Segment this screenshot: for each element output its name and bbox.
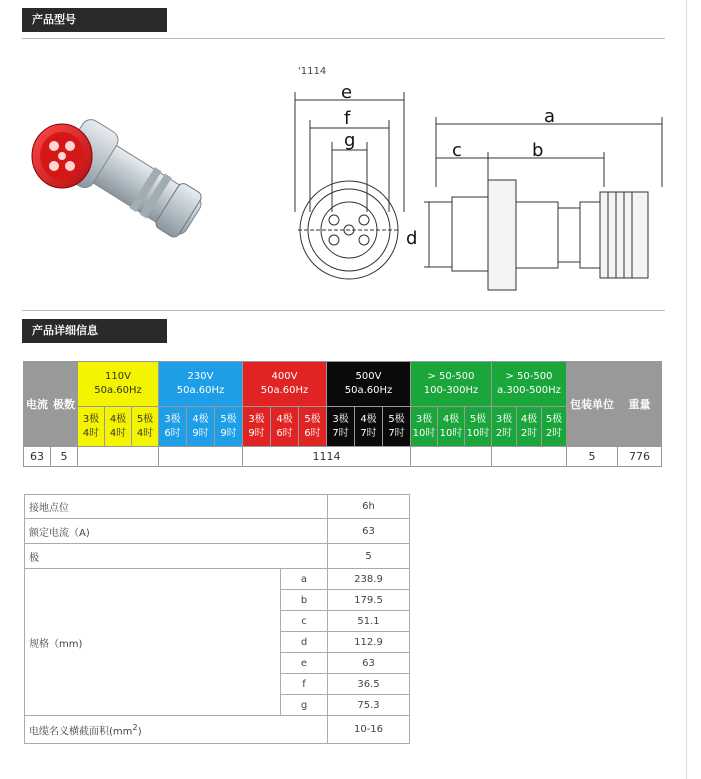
dim-value: 51.1 — [328, 611, 410, 632]
pole-cell: 3极 9时 — [243, 407, 271, 447]
pole-cell: 5极 2时 — [542, 407, 567, 447]
pole-cell: 4极 10时 — [438, 407, 465, 447]
row-empty — [78, 447, 159, 467]
dim-label-g: g — [344, 130, 356, 151]
pole-cell: 3极 4时 — [78, 407, 105, 447]
product-photo — [26, 110, 222, 240]
row-package: 5 — [567, 447, 618, 467]
section-header-model: 产品型号 — [22, 8, 167, 32]
pole-cell: 5极 7时 — [383, 407, 411, 447]
row-empty — [159, 447, 243, 467]
header-current: 电流 — [24, 362, 51, 447]
pole-cell: 3极 6时 — [159, 407, 187, 447]
voltage-group-500v: 500V 50a.60Hz — [327, 362, 411, 407]
section-divider — [22, 310, 665, 311]
dim-key: c — [281, 611, 328, 632]
dim-label-f: f — [344, 108, 351, 129]
section-header-details: 产品详细信息 — [22, 319, 167, 343]
voltage-group-50-500-low: > 50-500 100-300Hz — [411, 362, 492, 407]
voltage-group-50-500-high: > 50-500 a.300-500Hz — [492, 362, 567, 407]
pole-cell: 3极 2时 — [492, 407, 517, 447]
pole-cell: 5极 4时 — [132, 407, 159, 447]
params-table — [24, 494, 410, 744]
dim-value: 36.5 — [328, 674, 410, 695]
row-weight: 776 — [618, 447, 662, 467]
param-value: 63 — [328, 519, 410, 544]
pole-cell: 4极 7时 — [355, 407, 383, 447]
row-poles: 5 — [51, 447, 78, 467]
dim-label-e: e — [341, 82, 353, 103]
pole-cell: 5极 9时 — [215, 407, 243, 447]
dim-value: 63 — [328, 653, 410, 674]
pole-cell: 3极 7时 — [327, 407, 355, 447]
pole-cell: 4极 9时 — [187, 407, 215, 447]
voltage-group-230v: 230V 50a.60Hz — [159, 362, 243, 407]
dim-key: f — [281, 674, 328, 695]
pole-cell: 5极 6时 — [299, 407, 327, 447]
dim-key: d — [281, 632, 328, 653]
dim-value: 238.9 — [328, 569, 410, 590]
drawing-model-label: '1114 — [298, 66, 327, 77]
dim-label-c: c — [452, 140, 462, 161]
spec-label: 规格（mm) — [25, 569, 281, 716]
param-value: 10-16 — [328, 716, 410, 744]
row-model: 1114 — [243, 447, 411, 467]
dim-value: 75.3 — [328, 695, 410, 716]
voltage-group-400v: 400V 50a.60Hz — [243, 362, 327, 407]
pole-cell: 3极 10时 — [411, 407, 438, 447]
voltage-group-110v: 110V 50a.60Hz — [78, 362, 159, 407]
row-current: 63 — [24, 447, 51, 467]
dim-key: g — [281, 695, 328, 716]
row-empty — [411, 447, 492, 467]
dim-key: e — [281, 653, 328, 674]
row-empty — [492, 447, 567, 467]
header-package: 包装单位 — [567, 362, 618, 447]
param-label: 额定电流（A) — [25, 519, 328, 544]
param-label: 极 — [25, 544, 328, 569]
spec-table — [23, 361, 662, 467]
param-value: 5 — [328, 544, 410, 569]
dim-label-d: d — [406, 228, 418, 249]
dim-label-b: b — [532, 140, 544, 161]
param-value: 6h — [328, 495, 410, 519]
dim-key: b — [281, 590, 328, 611]
pole-cell: 4极 6时 — [271, 407, 299, 447]
header-weight: 重量 — [618, 362, 662, 447]
pole-cell: 4极 4时 — [105, 407, 132, 447]
param-label-cable: 电缆名义横截面积$(mm^2)$ — [25, 716, 328, 744]
header-poles: 极数 — [51, 362, 78, 447]
pole-cell: 5极 10时 — [465, 407, 492, 447]
pole-cell: 4极 2时 — [517, 407, 542, 447]
section-divider — [22, 38, 665, 39]
dim-value: 179.5 — [328, 590, 410, 611]
param-label: 接地点位 — [25, 495, 328, 519]
dim-key: a — [281, 569, 328, 590]
dim-label-a: a — [544, 106, 556, 127]
dimension-drawing — [282, 62, 667, 294]
page-right-border — [686, 0, 687, 779]
dim-value: 112.9 — [328, 632, 410, 653]
